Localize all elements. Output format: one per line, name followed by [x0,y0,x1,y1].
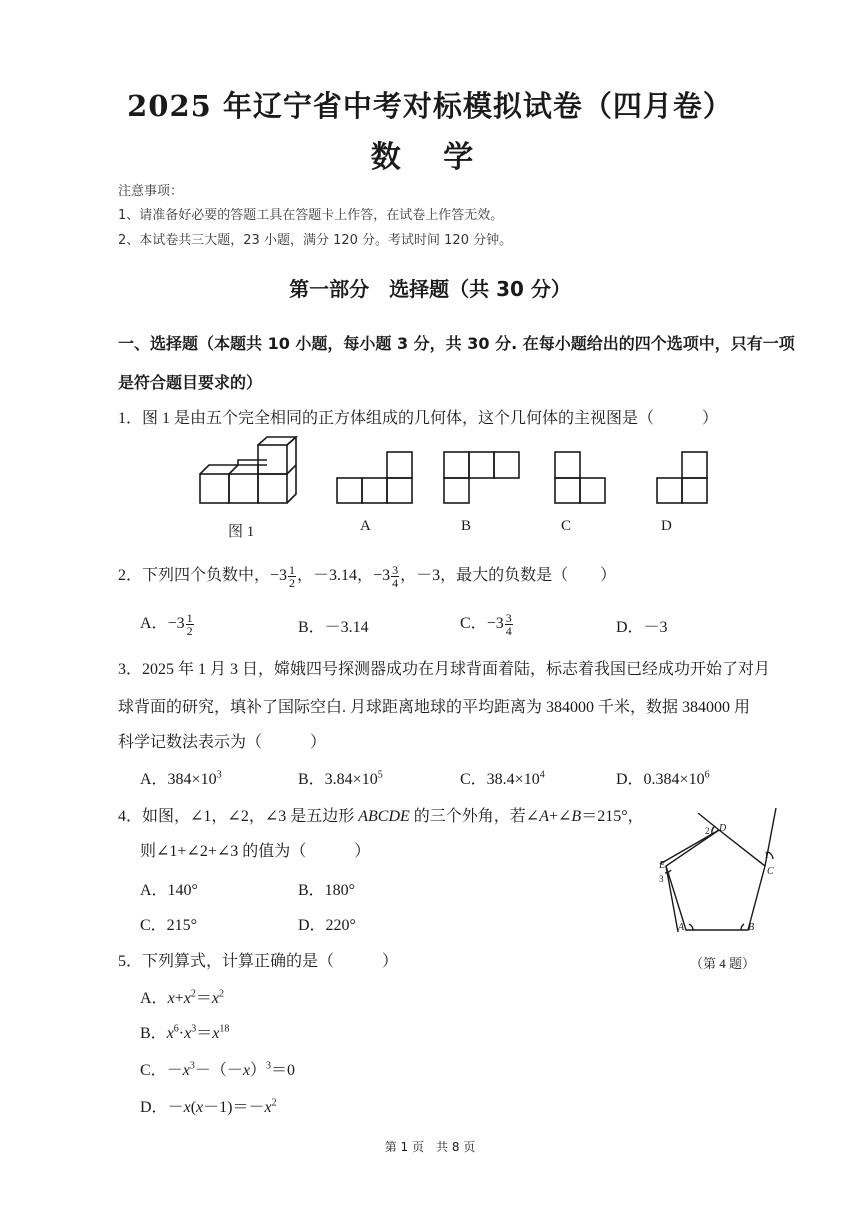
section-instruction-line2: 是符合题目要求的） [118,373,263,392]
angle-2-label: 2 [705,826,710,836]
question-4-option-a: A．140° [140,882,198,899]
question-3-option-c: C．$38.4\times 10^4$ [460,769,545,788]
subject-title: 数 学 [370,140,490,175]
figure-1-solid [195,436,303,504]
vertex-a-label: A [678,922,685,933]
question-5-option-d: D．$-x(x-1)=-x^2$ [140,1097,277,1116]
question-2-option-d: D．－3 [616,619,668,636]
question-5-text: 5．下列算式，计算正确的是（ ） [118,953,399,970]
part-one-title: 第一部分 选择题（共 30 分） [289,277,571,301]
figure-option-a [336,451,414,504]
section-instruction-line1: 一、选择题（本题共 10 小题，每小题 3 分，共 30 分. 在每小题给出的四个选项中，只有一项 [118,334,795,353]
question-5-option-c: C．$-x^3-(-x)^3=0$ [140,1060,295,1079]
question-3-option-d: D．$0.384\times 10^6$ [616,769,710,788]
vertex-e-label: E [659,860,666,871]
figure-option-b [443,451,521,504]
option-b-label: B [461,518,472,534]
question-4-option-b: B．180° [298,882,356,899]
question-2-option-a: A．−3 $\frac{1}{2}$ [140,610,193,638]
fraction: $\frac{3}{4}$ [392,562,399,590]
exam-title: 2025 年辽宁省中考对标模拟试卷（四月卷） [127,89,733,123]
fraction: $\frac{1}{2}$ [289,562,296,590]
notice-item-2: 2、本试卷共三大题，23 小题，满分 120 分。考试时间 120 分钟。 [118,233,513,248]
notice-item-1: 1、请准备好必要的答题工具在答题卡上作答，在试卷上作答无效。 [118,208,504,223]
question-3-line2: 球背面的研究，填补了国际空白. 月球距离地球的平均距离为 384000 千米，数据 384000 用 [118,699,751,716]
vertex-b-label: B [748,922,755,933]
question-2-text: 2．下列四个负数中，−3 $\frac{1}{2}$ ，－3.14，−3 $\frac{3}{4}$ ，－3，最大的负数是（ ） [118,562,617,590]
notice-heading: 注意事项： [118,184,184,199]
option-a-label: A [360,518,371,534]
question-3-option-b: B．$3.84\times 10^5$ [298,769,383,788]
question-4-line1: 4．如图，∠1，∠2，∠3 是五边形 ABCDE 的三个外角，若∠A+∠B＝215°， [118,808,644,825]
angle-3-label: 3 [659,874,664,884]
option-c-label: C [561,518,572,534]
question-2-option-c: C．−3 $\frac{3}{4}$ [460,610,512,638]
vertex-c-label: C [767,866,774,877]
figure-option-d [656,451,709,504]
question-4-line2: 则∠1+∠2+∠3 的值为（ ） [140,843,371,860]
figure-1-label: 图 1 [228,524,255,540]
question-5-option-a: A．$x+x^2=x^2$ [140,988,224,1007]
option-d-label: D [661,518,672,534]
question-4-option-d: D．220° [298,917,356,934]
question-1-text: 1．图 1 是由五个完全相同的正方体组成的几何体，这个几何体的主视图是（ ） [118,410,719,427]
vertex-d-label: D [719,823,727,834]
question-2-option-b: B．－3.14 [298,619,369,636]
question-4-option-c: C．215° [140,917,198,934]
figure-4-caption: （第 4 题） [690,956,756,971]
question-5-option-b: B．$x^6\cdot x^3=x^{18}$ [140,1023,230,1042]
angle-1-label: 1 [764,850,769,860]
question-3-option-a: A．$384\times 10^3$ [140,769,222,788]
question-3-line3: 科学记数法表示为（ ） [118,734,327,751]
page-footer: 第 1 页 共 8 页 [384,1140,476,1154]
figure-option-c [554,451,607,504]
question-3-line1: 3．2025 年 1 月 3 日，嫦娥四号探测器成功在月球背面着陆，标志着我国已经成功开始了对月 [118,661,771,678]
figure-pentagon [640,806,790,936]
